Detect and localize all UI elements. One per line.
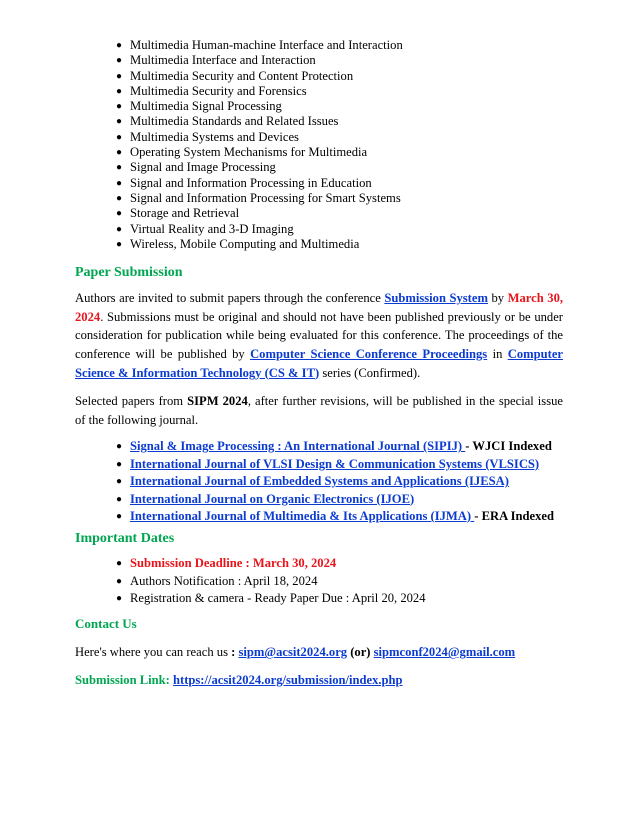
bullet-icon: ● <box>116 238 123 250</box>
topic-text: Storage and Retrieval <box>130 206 240 221</box>
authors-notification: Authors Notification : April 18, 2024 <box>130 573 318 588</box>
paragraph-text: in <box>487 346 508 361</box>
topic-text: Virtual Reality and 3-D Imaging <box>130 221 294 236</box>
list-item <box>75 176 563 191</box>
bullet-icon: ● <box>116 223 123 235</box>
topic-text: Multimedia Standards and Related Issues <box>130 114 339 129</box>
contact-heading: Contact Us <box>75 616 137 632</box>
list-item <box>75 145 563 160</box>
list-item <box>75 99 563 114</box>
topic-text: Multimedia Security and Forensics <box>130 83 307 98</box>
topic-text: Multimedia Signal Processing <box>130 99 282 114</box>
contact-paragraph <box>75 643 563 662</box>
email-link-primary[interactable]: sipm@acsit2024.org <box>238 645 348 660</box>
topic-text: Operating System Mechanisms for Multimedia <box>130 145 368 160</box>
bullet-icon: ● <box>116 575 123 587</box>
topic-text: Multimedia Interface and Interaction <box>130 53 316 68</box>
journal-link-ijoe[interactable]: International Journal on Organic Electronics (IJOE) <box>130 491 415 506</box>
list-item <box>75 438 563 455</box>
list-item <box>75 237 563 252</box>
list-item <box>75 555 563 572</box>
paragraph-text: Authors are invited to submit papers through the conference <box>75 291 385 306</box>
topic-text: Wireless, Mobile Computing and Multimedia <box>130 236 360 251</box>
paragraph-text: (or) <box>347 645 374 660</box>
bullet-icon: ● <box>116 510 123 522</box>
journal-link-ijesa[interactable]: International Journal of Embedded Systems and Applications (IJESA) <box>130 474 509 489</box>
paragraph-text: . Submissions must be original and should not have been published previously or be under consideration for publication while being evaluated for this conference. The proceedings of the conference will be published by <box>75 309 563 361</box>
paragraph-text: Here's where you can reach us <box>75 645 232 660</box>
bullet-icon: ● <box>116 441 123 453</box>
bullet-icon: ● <box>116 116 123 128</box>
submission-link-paragraph <box>75 671 563 690</box>
list-item <box>75 130 563 145</box>
journal-link-ijma[interactable]: International Journal of Multimedia & Its Applications (IJMA) <box>130 508 475 523</box>
journal-index-label: - WJCI Indexed <box>465 439 552 454</box>
topics-list <box>75 38 563 252</box>
bullet-icon: ● <box>116 177 123 189</box>
selected-papers-paragraph <box>75 392 563 429</box>
list-item <box>75 114 563 129</box>
bullet-icon: ● <box>116 131 123 143</box>
dates-list <box>75 555 563 607</box>
paragraph-text: series (Confirmed). <box>319 365 421 380</box>
list-item <box>75 456 563 473</box>
important-dates-heading: Important Dates <box>75 531 175 547</box>
bullet-icon: ● <box>116 147 123 159</box>
list-item <box>75 508 563 525</box>
submission-system-link[interactable]: Submission System <box>384 291 488 306</box>
proceedings-link[interactable]: Computer Science Conference Proceedings <box>250 346 488 361</box>
topic-text: Signal and Image Processing <box>130 160 276 175</box>
paragraph-text: Selected papers from <box>75 394 188 409</box>
bullet-icon: ● <box>116 85 123 97</box>
topic-text: Multimedia Human-machine Interface and Interaction <box>130 38 403 52</box>
email-link-secondary[interactable]: sipmconf2024@gmail.com <box>373 645 516 660</box>
bullet-icon: ● <box>116 493 123 505</box>
submission-url-link[interactable]: https://acsit2024.org/submission/index.php <box>173 672 403 687</box>
bullet-icon: ● <box>116 592 123 604</box>
submission-deadline: Submission Deadline : March 30, 2024 <box>130 556 337 571</box>
submission-link-label: Submission Link: <box>75 672 174 687</box>
paragraph-text: by <box>487 291 508 306</box>
deadline-text: March 30, 2024 <box>75 291 564 324</box>
list-item <box>75 206 563 221</box>
journal-link-sipij[interactable]: Signal & Image Processing : An International Journal (SIPIJ) <box>130 439 466 454</box>
paragraph-text: , after further revisions, will be published in the special issue of the following journal. <box>75 394 563 427</box>
bullet-icon: ● <box>116 40 123 51</box>
bullet-icon: ● <box>116 101 123 113</box>
bullet-icon: ● <box>116 476 123 488</box>
submission-paragraph <box>75 289 563 382</box>
journals-list <box>75 438 563 525</box>
topic-text: Multimedia Systems and Devices <box>130 129 299 144</box>
topic-text: Signal and Information Processing for Smart Systems <box>130 190 401 205</box>
list-item <box>75 160 563 175</box>
bullet-icon: ● <box>116 208 123 220</box>
bullet-icon: ● <box>116 558 123 570</box>
registration-due: Registration & camera - Ready Paper Due : April 20, 2024 <box>130 590 426 605</box>
paper-submission-heading: Paper Submission <box>75 265 183 281</box>
list-item <box>75 491 563 508</box>
conference-name: SIPM 2024 <box>187 394 248 409</box>
topic-text: Signal and Information Processing in Education <box>130 175 372 190</box>
list-item <box>75 191 563 206</box>
list-item <box>75 473 563 490</box>
bullet-icon: ● <box>116 70 123 82</box>
list-item <box>75 84 563 99</box>
list-item <box>75 590 563 607</box>
bullet-icon: ● <box>116 55 123 67</box>
journal-index-label: - ERA Indexed <box>474 508 555 523</box>
list-item <box>75 222 563 237</box>
topic-text: Multimedia Security and Content Protection <box>130 68 354 83</box>
list-item <box>75 573 563 590</box>
list-item <box>75 53 563 68</box>
paragraph-text: : <box>231 645 239 660</box>
journal-link-vlsics[interactable]: International Journal of VLSI Design & Communication Systems (VLSICS) <box>130 456 540 471</box>
bullet-icon: ● <box>116 458 123 470</box>
bullet-icon: ● <box>116 192 123 204</box>
cs-it-link[interactable]: Computer Science & Information Technology (CS & IT) <box>75 346 563 380</box>
bullet-icon: ● <box>116 162 123 174</box>
list-item <box>75 38 563 53</box>
list-item <box>75 69 563 84</box>
